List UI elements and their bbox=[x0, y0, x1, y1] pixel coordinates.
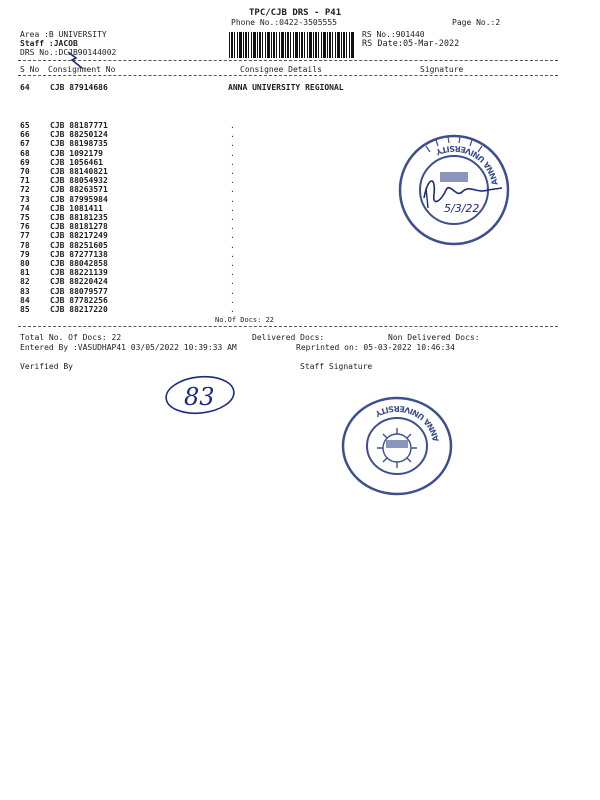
table-row bbox=[20, 286, 235, 296]
row-consignment: CJB 88217220 bbox=[50, 305, 108, 314]
row-consignment: CJB 88220424 bbox=[50, 277, 108, 287]
row-sno: 67 bbox=[20, 139, 30, 149]
row-consignment: CJB 88054932 bbox=[50, 176, 108, 186]
table-row bbox=[20, 240, 235, 250]
rs-number: RS No.:901440 bbox=[362, 30, 425, 39]
row-mark: . bbox=[230, 259, 235, 268]
table-row bbox=[20, 176, 235, 186]
table-row bbox=[20, 259, 235, 268]
row-mark: . bbox=[230, 295, 235, 305]
row-consignment: CJB 88140821 bbox=[50, 167, 108, 176]
reprinted-on: Reprinted on: 05-03-2022 10:46:34 bbox=[296, 343, 455, 352]
table-row bbox=[20, 268, 235, 278]
row-sno: 83 bbox=[20, 286, 30, 296]
handwritten-circle bbox=[162, 372, 238, 418]
table-row bbox=[20, 295, 235, 305]
row-sno: 66 bbox=[20, 130, 30, 140]
staff-label: Staff :JACOB bbox=[20, 39, 78, 48]
row-sno: 85 bbox=[20, 305, 30, 314]
row-sno: 74 bbox=[20, 203, 30, 213]
row-mark: . bbox=[230, 157, 235, 167]
handwritten-number: 83 bbox=[184, 383, 215, 411]
row-mark: . bbox=[230, 130, 235, 140]
page-number: Page No.:2 bbox=[452, 18, 501, 27]
row-consignment: CJB 88221139 bbox=[50, 268, 108, 278]
row-sno: 70 bbox=[20, 167, 30, 176]
column-header-sno: S No bbox=[20, 65, 40, 74]
table-row bbox=[20, 157, 235, 167]
row-consignment: CJB 88187771 bbox=[50, 121, 108, 130]
row-mark: . bbox=[230, 286, 235, 296]
row-sno: 71 bbox=[20, 176, 30, 186]
table-row bbox=[20, 83, 108, 92]
row-mark: . bbox=[230, 268, 235, 278]
table-row bbox=[20, 305, 235, 314]
table-row bbox=[20, 249, 235, 259]
row-sno: 77 bbox=[20, 231, 30, 241]
row-mark: . bbox=[230, 222, 235, 232]
staff-signature: Staff Signature bbox=[300, 362, 373, 371]
row-consignment: CJB 88181278 bbox=[50, 222, 108, 232]
row-consignment: CJB 88263571 bbox=[50, 185, 108, 195]
table-row bbox=[20, 139, 235, 149]
row-consignment: CJB 1081411 bbox=[50, 203, 103, 213]
total-docs: Total No. Of Docs: 22 bbox=[20, 333, 122, 342]
row-sno: 68 bbox=[20, 148, 30, 158]
column-header-consignment: Consignment No bbox=[48, 65, 116, 74]
row-consignment: CJB 87914686 bbox=[50, 83, 108, 92]
table-row bbox=[20, 121, 235, 130]
rubber-stamp-icon bbox=[338, 396, 456, 496]
row-sno: 69 bbox=[20, 157, 30, 167]
stamp-text: ANNA UNIVERSITY bbox=[373, 403, 441, 443]
table-row bbox=[20, 194, 235, 204]
row-consignment: CJB 87995984 bbox=[50, 194, 108, 204]
row-sno: 78 bbox=[20, 240, 30, 250]
table-row bbox=[20, 213, 235, 222]
table-row bbox=[20, 130, 235, 140]
column-header-details: Consignee Details bbox=[240, 65, 322, 74]
row-mark: . bbox=[230, 167, 235, 176]
row-consignment: CJB 88079577 bbox=[50, 286, 108, 296]
row-mark: . bbox=[230, 213, 235, 222]
divider bbox=[18, 326, 558, 327]
row-mark: . bbox=[230, 249, 235, 259]
row-mark: . bbox=[230, 231, 235, 241]
row-sno: 84 bbox=[20, 295, 30, 305]
divider bbox=[18, 60, 558, 61]
row-sno: 81 bbox=[20, 268, 30, 278]
row-consignment: CJB 88251605 bbox=[50, 240, 108, 250]
document-title: TPC/CJB DRS - P41 bbox=[249, 8, 342, 18]
no-of-docs: No.Of Docs: 22 bbox=[215, 316, 275, 324]
table-row bbox=[20, 185, 235, 195]
phone-number: Phone No.:0422-3505555 bbox=[231, 18, 337, 27]
consignee-details: ANNA UNIVERSITY REGIONAL bbox=[228, 83, 344, 92]
table-row bbox=[20, 167, 235, 176]
row-consignment: CJB 88217249 bbox=[50, 231, 108, 241]
signature-date: 5/3/22 bbox=[444, 202, 480, 215]
row-mark: . bbox=[230, 148, 235, 158]
row-sno: 64 bbox=[20, 83, 30, 92]
row-mark: . bbox=[230, 277, 235, 287]
row-consignment: CJB 87782256 bbox=[50, 295, 108, 305]
table-row bbox=[20, 277, 235, 287]
table-row bbox=[20, 222, 235, 232]
non-delivered-docs: Non Delivered Docs: bbox=[388, 333, 480, 342]
entered-by: Entered By :VASUDHAP41 03/05/2022 10:39:33 AM bbox=[20, 343, 237, 352]
signature-icon bbox=[418, 168, 508, 220]
row-mark: . bbox=[230, 203, 235, 213]
row-sno: 80 bbox=[20, 259, 30, 268]
area-label: Area :B UNIVERSITY bbox=[20, 30, 107, 39]
row-consignment: CJB 88198735 bbox=[50, 139, 108, 149]
row-mark: . bbox=[230, 305, 235, 314]
row-sno: 76 bbox=[20, 222, 30, 232]
row-mark: . bbox=[230, 139, 235, 149]
table-row bbox=[20, 148, 235, 158]
divider bbox=[18, 75, 558, 76]
table-row bbox=[20, 231, 235, 241]
row-mark: . bbox=[230, 194, 235, 204]
barcode bbox=[229, 32, 354, 58]
row-consignment: CJB 88042858 bbox=[50, 259, 108, 268]
row-mark: . bbox=[230, 240, 235, 250]
row-sno: 65 bbox=[20, 121, 30, 130]
rs-date: RS Date:05-Mar-2022 bbox=[362, 39, 460, 49]
row-mark: . bbox=[230, 176, 235, 186]
drs-number: DRS No.:DCJB90144002 bbox=[20, 48, 117, 57]
row-consignment: CJB 1092179 bbox=[50, 148, 103, 158]
verified-by: Verified By bbox=[20, 362, 73, 371]
row-consignment: CJB 1056461 bbox=[50, 157, 103, 167]
row-consignment: CJB 87277138 bbox=[50, 249, 108, 259]
row-sno: 72 bbox=[20, 185, 30, 195]
row-sno: 75 bbox=[20, 213, 30, 222]
row-mark: . bbox=[230, 185, 235, 195]
table-row bbox=[20, 203, 235, 213]
stamp-text: ANNA UNIVERSITY bbox=[434, 143, 500, 186]
row-mark: . bbox=[230, 121, 235, 130]
row-sno: 82 bbox=[20, 277, 30, 287]
row-consignment: CJB 88181235 bbox=[50, 213, 108, 222]
row-consignment: CJB 88250124 bbox=[50, 130, 108, 140]
row-sno: 73 bbox=[20, 194, 30, 204]
column-header-signature: Signature bbox=[420, 65, 464, 74]
row-sno: 79 bbox=[20, 249, 30, 259]
delivered-docs: Delivered Docs: bbox=[252, 333, 325, 342]
